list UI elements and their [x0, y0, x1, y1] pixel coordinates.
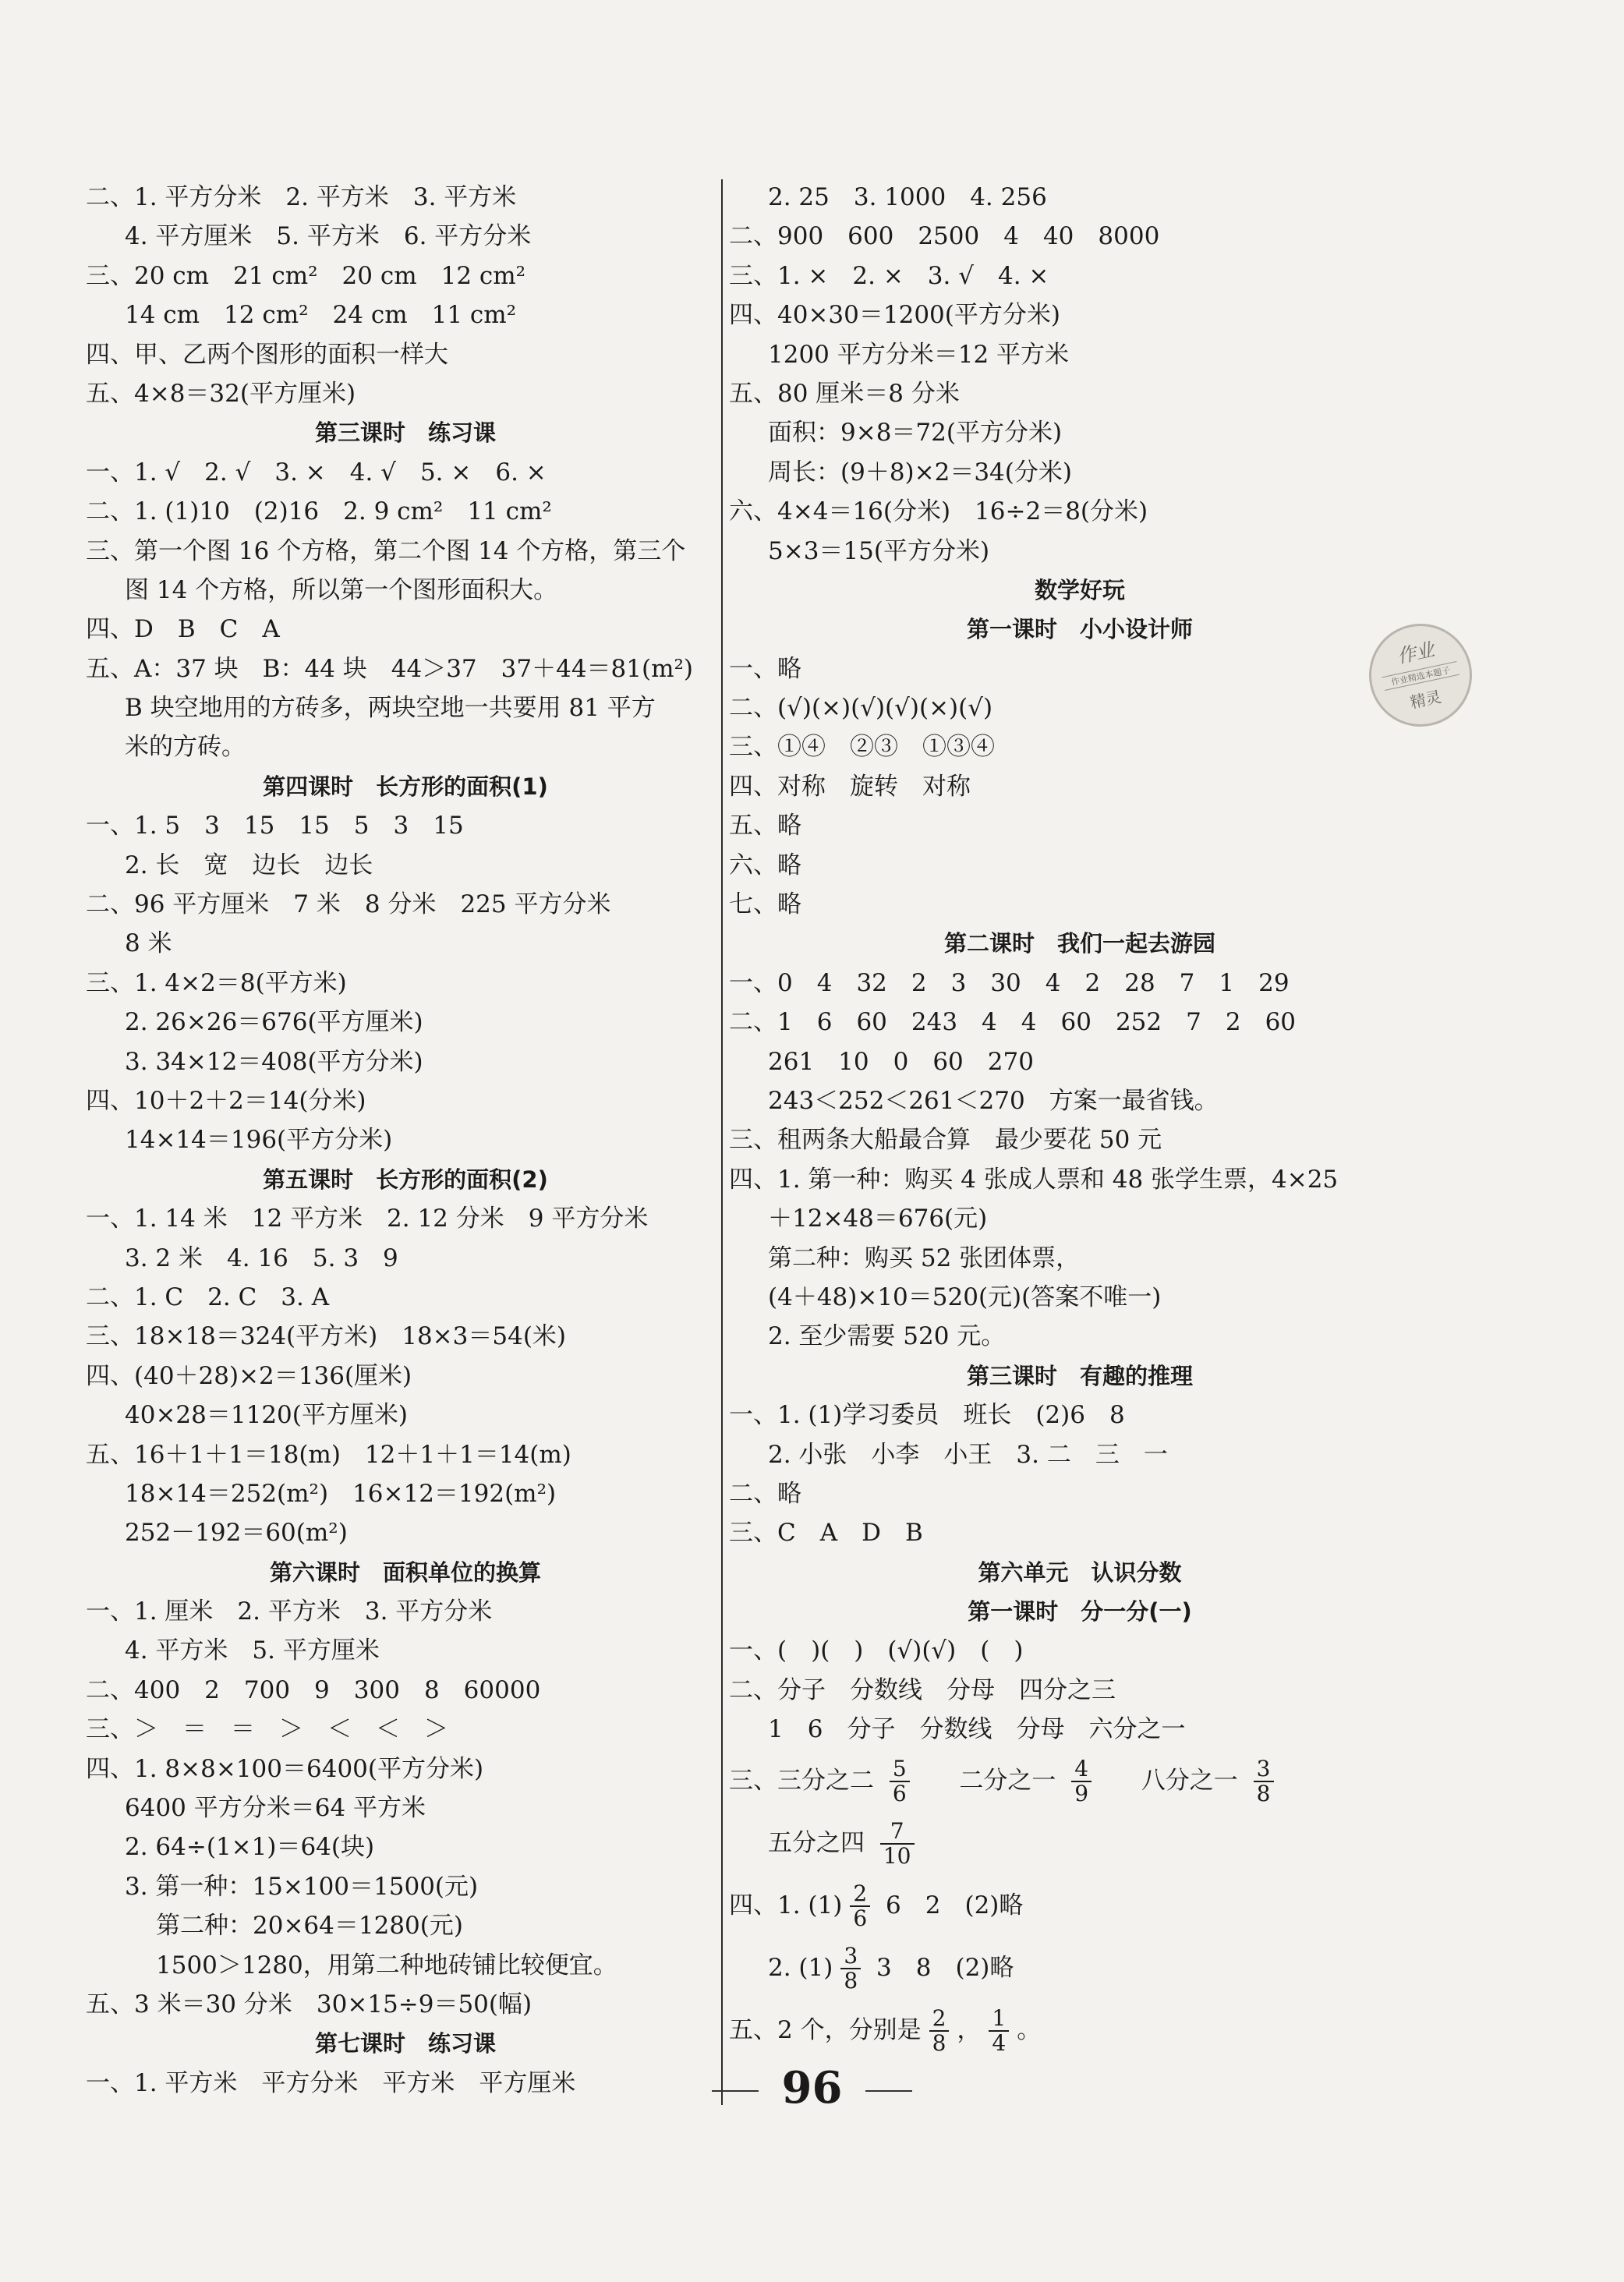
answer-line: 4. 平方米 5. 平方厘米	[125, 1636, 380, 1665]
answer-text: 四、1. (1)	[729, 1891, 843, 1919]
answer-line: 2. 长 宽 边长 边长	[125, 851, 373, 879]
answer-line: 二、1. (1)10 (2)16 2. 9 cm² 11 cm²	[86, 497, 552, 526]
stamp-text: 精灵	[1408, 687, 1443, 713]
answer-line: 6400 平方分米＝64 平方米	[125, 1794, 426, 1823]
answer-text: 6 2 (2)略	[886, 1891, 1024, 1919]
denominator: 9	[1074, 1781, 1089, 1807]
answer-line: 五、4×8＝32(平方厘米)	[86, 379, 356, 408]
section-heading: 第六课时 面积单位的换算	[269, 1558, 541, 1586]
answer-line: 1 6 分子 分数线 分母 六分之一	[768, 1715, 1186, 1744]
denominator: 4	[992, 2030, 1007, 2057]
answer-line: B 块空地用的方砖多，两块空地一共要用 81 平方	[125, 694, 656, 723]
denominator: 8	[1256, 1781, 1271, 1807]
answer-line: 14 cm 12 cm² 24 cm 11 cm²	[125, 301, 517, 330]
answer-line: 四、40×30＝1200(平方分米)	[729, 301, 1060, 330]
answer-line: 三、20 cm 21 cm² 20 cm 12 cm²	[86, 261, 526, 290]
answer-line: 2. 小张 小李 小王 3. 二 三 一	[768, 1440, 1168, 1469]
section-heading: 第三课时 有趣的推理	[966, 1362, 1193, 1389]
right-column	[729, 178, 1431, 2061]
answer-line: 一、1. (1)学习委员 班长 (2)6 8	[729, 1401, 1125, 1430]
answer-line: 三、1. × 2. × 3. √ 4. ×	[729, 261, 1049, 290]
answer-line: 2. 至少需要 520 元。	[768, 1322, 1006, 1351]
answer-line: 一、( )( ) (√)(√) ( )	[729, 1636, 1024, 1665]
answer-line: 4. 平方厘米 5. 平方米 6. 平方分米	[125, 222, 532, 251]
answer-line: 一、1. 平方米 平方分米 平方米 平方厘米	[86, 2068, 576, 2097]
section-heading: 第一课时 小小设计师	[966, 616, 1193, 643]
denominator: 6	[892, 1781, 907, 1807]
answer-line: 二、96 平方厘米 7 米 8 分米 225 平方分米	[86, 890, 611, 919]
section-heading: 第二课时 我们一起去游园	[943, 930, 1215, 957]
answer-line: 第二种：20×64＝1280(元)	[156, 1912, 463, 1941]
left-column	[86, 178, 725, 2103]
right-answer-lines	[729, 178, 1431, 1750]
numerator: 1	[989, 2007, 1009, 2032]
section-heading: 第三课时 练习课	[314, 419, 496, 447]
fraction	[850, 1882, 870, 1930]
stamp-text: 作业	[1395, 638, 1437, 668]
answer-line: 三、C A D B	[729, 1519, 923, 1548]
answer-line: 二、1. 平方分米 2. 平方米 3. 平方米	[86, 183, 517, 211]
numerator: 3	[840, 1944, 861, 1969]
answer-line: 五、略	[729, 812, 801, 840]
answer-line: 2. 26×26＝676(平方厘米)	[125, 1008, 423, 1037]
section-heading: 数学好玩	[1034, 576, 1125, 603]
answer-line: 四、D B C A	[86, 615, 280, 644]
section-heading: 第六单元 认识分数	[978, 1558, 1182, 1586]
answer-line: 一、1. 厘米 2. 平方米 3. 平方分米	[86, 1597, 493, 1626]
answer-line: 二、400 2 700 9 300 8 60000	[86, 1675, 541, 1704]
answer-line: 三、18×18＝324(平方米) 18×3＝54(米)	[86, 1322, 567, 1351]
numerator: 4	[1071, 1757, 1092, 1782]
answer-line: 3. 34×12＝408(平方分米)	[125, 1047, 423, 1076]
answer-line: 1500＞1280，用第二种地砖铺比较便宜。	[156, 1951, 617, 1980]
answer-line: 图 14 个方格，所以第一个图形面积大。	[125, 575, 558, 604]
answer-line: 四、(40＋28)×2＝136(厘米)	[86, 1361, 412, 1390]
fraction-line-4	[729, 1937, 1431, 1999]
answer-line: 1200 平方分米＝12 平方米	[768, 340, 1070, 369]
fraction	[1254, 1757, 1274, 1806]
answer-line: 2. 64÷(1×1)＝64(块)	[125, 1833, 375, 1862]
answer-text: 3 8 (2)略	[876, 1953, 1014, 1982]
answer-line: 2. 25 3. 1000 4. 256	[768, 183, 1047, 211]
fraction	[929, 2007, 950, 2055]
numerator: 5	[890, 1757, 910, 1782]
answer-line: 四、1. 8×8×100＝6400(平方分米)	[86, 1754, 484, 1783]
numerator: 2	[850, 1882, 870, 1907]
answer-line: 5×3＝15(平方分米)	[768, 536, 990, 565]
fraction-line-2	[729, 1812, 1431, 1874]
answer-line: 三、租两条大船最合算 最少要花 50 元	[729, 1126, 1162, 1155]
answer-line: 二、900 600 2500 4 40 8000	[729, 222, 1160, 251]
denominator: 8	[844, 1968, 858, 1994]
answer-line: 五、16＋1＋1＝18(m) 12＋1＋1＝14(m)	[86, 1440, 571, 1469]
denominator: 8	[932, 2030, 946, 2057]
answer-line: 三、1. 4×2＝8(平方米)	[86, 968, 347, 997]
answer-line: 一、略	[729, 654, 801, 683]
section-heading: 第七课时 练习课	[314, 2030, 496, 2057]
answer-line: ＋12×48＝676(元)	[768, 1205, 988, 1233]
answer-line: (4＋48)×10＝520(元)(答案不唯一)	[768, 1283, 1162, 1311]
denominator: 6	[853, 1905, 868, 1932]
answer-text: ，	[957, 2015, 982, 2044]
fraction	[890, 1757, 910, 1806]
answer-line: 四、甲、乙两个图形的面积一样大	[86, 340, 448, 369]
answer-text: 二分之一	[959, 1766, 1056, 1795]
answer-line: 一、0 4 32 2 3 30 4 2 28 7 1 29	[729, 968, 1290, 997]
answer-text: 八分之一	[1141, 1766, 1238, 1795]
page-number	[0, 2062, 1624, 2114]
numerator: 3	[1254, 1757, 1274, 1782]
stamp-text: 作业精选本题子	[1382, 661, 1459, 691]
answer-text: 三、三分之二	[729, 1766, 874, 1795]
answer-line: 二、分子 分数线 分母 四分之三	[729, 1675, 1116, 1704]
answer-line: 252－192＝60(m²)	[125, 1519, 348, 1548]
answer-line: 261 10 0 60 270	[768, 1047, 1034, 1076]
numerator: 7	[880, 1820, 915, 1845]
page-number-text: 96	[781, 2062, 843, 2114]
fraction-line-3	[729, 1874, 1431, 1937]
answer-line: 14×14＝196(平方分米)	[125, 1126, 393, 1155]
answer-line: 8 米	[125, 929, 172, 958]
answer-line: 一、1. √ 2. √ 3. × 4. √ 5. × 6. ×	[86, 458, 547, 486]
numerator: 2	[929, 2007, 950, 2032]
answer-line: 二、(√)(×)(√)(√)(×)(√)	[729, 694, 993, 723]
answer-line: 四、对称 旋转 对称	[729, 772, 971, 801]
answer-text: 。	[1017, 2015, 1042, 2044]
fraction	[1071, 1757, 1092, 1806]
answer-line: 五、3 米＝30 分米 30×15÷9＝50(幅)	[86, 1990, 532, 2018]
answer-line: 3. 第一种：15×100＝1500(元)	[125, 1872, 479, 1901]
fraction	[989, 2007, 1009, 2055]
fraction-line-1	[729, 1750, 1431, 1812]
answer-line: 四、10＋2＋2＝14(分米)	[86, 1086, 366, 1115]
answer-line: 二、1 6 60 243 4 4 60 252 7 2 60	[729, 1008, 1297, 1037]
answer-line: 面积：9×8＝72(平方分米)	[768, 419, 1063, 448]
answer-line: 五、A：37 块 B：44 块 44＞37 37＋44＝81(m²)	[86, 654, 694, 683]
answer-line: 二、1. C 2. C 3. A	[86, 1283, 330, 1311]
section-heading: 第五课时 长方形的面积(2)	[263, 1166, 548, 1193]
answer-line: 一、1. 5 3 15 15 5 3 15	[86, 812, 464, 840]
fraction	[880, 1820, 915, 1868]
section-heading: 第四课时 长方形的面积(1)	[263, 773, 548, 800]
answer-line: 四、1. 第一种：购买 4 张成人票和 48 张学生票，4×25	[729, 1165, 1339, 1194]
answer-line: 二、略	[729, 1479, 801, 1508]
answer-line: 周长：(9＋8)×2＝34(分米)	[768, 458, 1072, 486]
answer-text: 五、2 个，分别是	[729, 2015, 922, 2044]
answer-line: 米的方砖。	[125, 733, 246, 762]
answer-line: 243＜252＜261＜270 方案一最省钱。	[768, 1086, 1219, 1115]
answer-line: 六、4×4＝16(分米) 16÷2＝8(分米)	[729, 497, 1148, 526]
answer-line: 三、①④ ②③ ①③④	[729, 733, 995, 762]
answer-text: 2. (1)	[768, 1953, 833, 1982]
answer-line: 六、略	[729, 851, 801, 879]
answer-line: 3. 2 米 4. 16 5. 3 9	[125, 1244, 398, 1272]
answer-line: 18×14＝252(m²) 16×12＝192(m²)	[125, 1479, 557, 1508]
answer-line: 五、80 厘米＝8 分米	[729, 379, 960, 408]
answer-line: 三、＞ ＝ ＝ ＞ ＜ ＜ ＞	[86, 1715, 448, 1744]
fraction-line-5	[729, 1999, 1431, 2061]
fraction	[840, 1944, 861, 1993]
answer-line: 第二种：购买 52 张团体票，	[768, 1244, 1081, 1272]
answer-text: 五分之四	[768, 1828, 865, 1857]
section-heading: 第一课时 分一分(一)	[968, 1598, 1192, 1626]
answer-line: 40×28＝1120(平方厘米)	[125, 1401, 408, 1430]
answer-line: 七、略	[729, 890, 801, 919]
denominator: 10	[883, 1843, 911, 1870]
answer-line: 三、第一个图 16 个方格，第二个图 14 个方格，第三个	[86, 536, 686, 565]
answer-line: 一、1. 14 米 12 平方米 2. 12 分米 9 平方分米	[86, 1205, 649, 1233]
